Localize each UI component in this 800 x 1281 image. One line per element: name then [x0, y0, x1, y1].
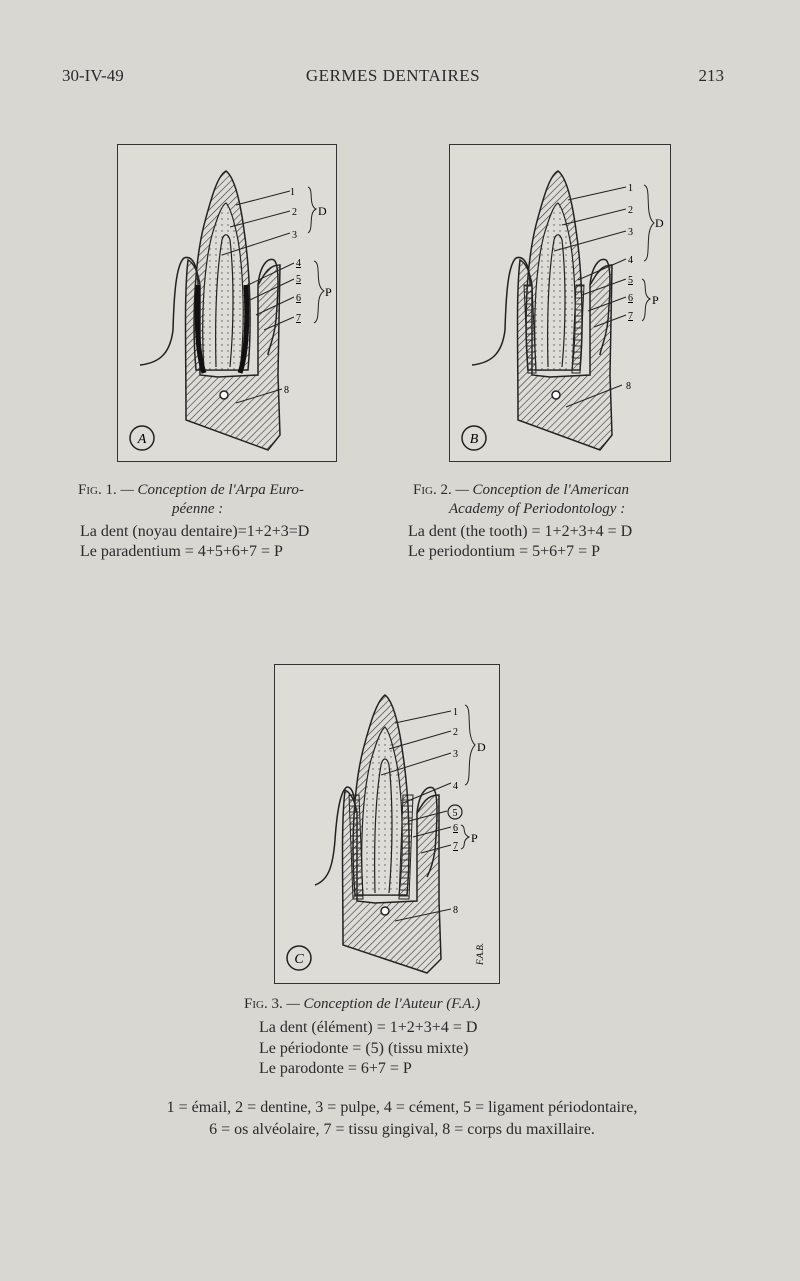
figure-a-caption: [78, 481, 378, 519]
figure-b-equation-2: Le periodontium = 5+6+7 = P: [408, 543, 601, 560]
figure-b-label-7: 7: [628, 311, 633, 322]
figure-b-label-5: 5: [628, 275, 633, 286]
figure-a-label-4: 4: [296, 258, 301, 269]
figure-c-equation-3: Le parodonte = 6+7 = P: [259, 1060, 412, 1077]
figure-a-label-3: 3: [292, 230, 297, 241]
figure-b-label-3: 3: [628, 227, 633, 238]
figure-a-caption-line2: péenne :: [172, 501, 224, 517]
figure-a: [117, 144, 337, 462]
figure-c-label-4: 4: [453, 781, 458, 792]
figure-b-label-6: 6: [628, 293, 633, 304]
figure-a-caption-line1: — Conception de l'Arpa Euro-: [120, 482, 304, 498]
figure-c-label-6: 6: [453, 823, 458, 834]
running-header: [62, 66, 724, 90]
figure-c-label-3: 3: [453, 749, 458, 760]
figure-a-brace-d: D: [318, 204, 327, 218]
figure-a-tooth: [194, 171, 250, 399]
figure-a-equation-2: Le paradentium = 4+5+6+7 = P: [80, 543, 283, 560]
figure-a-caption-prefix: Fig. 1.: [78, 482, 117, 498]
figure-c-drawing: [275, 665, 499, 983]
page-number: 213: [698, 66, 724, 85]
legend-line-1: 1 = émail, 2 = dentine, 3 = pulpe, 4 = cément, 5 = ligament périodontaire,: [166, 1099, 638, 1116]
figure-c-equation-2: Le périodonte = (5) (tissu mixte): [259, 1040, 469, 1057]
header-date: 30-IV-49: [62, 66, 124, 85]
figure-a-equation-1: La dent (noyau dentaire)=1+2+3=D: [80, 523, 310, 540]
figure-a-brace-p: P: [325, 285, 332, 299]
figure-c-brace-p: P: [471, 831, 478, 845]
figure-a-label-7: 7: [296, 313, 301, 324]
legend-line-2: 6 = os alvéolaire, 7 = tissu gingival, 8 = corps du maxillaire.: [209, 1121, 595, 1138]
figure-c-equation-1: La dent (élément) = 1+2+3+4 = D: [259, 1019, 478, 1036]
figure-b-caption: [413, 481, 733, 519]
figure-c-caption-text: — Conception de l'Auteur (F.A.): [286, 996, 481, 1012]
figure-c: [274, 664, 500, 984]
figure-a-label-6: 6: [296, 293, 301, 304]
figure-b-caption-line2: Academy of Periodontology :: [449, 501, 626, 517]
figure-b-drawing: [450, 145, 670, 461]
figure-b-tooth: [524, 171, 584, 399]
figure-b-equation-1: La dent (the tooth) = 1+2+3+4 = D: [408, 523, 633, 540]
figure-c-label-1: 1: [453, 707, 458, 718]
figure-b-letter: B: [469, 432, 479, 447]
figure-legend: [62, 1097, 742, 1141]
figure-b-caption-prefix: Fig. 2.: [413, 482, 452, 498]
figure-b-label-8: 8: [626, 381, 631, 392]
figure-b-label-4: 4: [628, 255, 633, 266]
figure-b-caption-line1: — Conception de l'American: [455, 482, 630, 498]
figure-c-label-8: 8: [453, 905, 458, 916]
figure-a-label-5: 5: [296, 274, 301, 285]
figure-a-label-8: 8: [284, 385, 289, 396]
figure-b-brace-d: D: [655, 216, 664, 230]
figure-c-tooth: [349, 695, 413, 915]
header-title: GERMES DENTAIRES: [305, 66, 481, 85]
figure-b-label-2: 2: [628, 205, 633, 216]
figure-a-letter: A: [137, 432, 147, 447]
figure-b-brace-p: P: [652, 293, 659, 307]
figure-c-signature: F.A.B.: [475, 942, 485, 965]
figure-c-letter: C: [294, 952, 304, 967]
figure-a-drawing: [118, 145, 336, 461]
figure-b: [449, 144, 671, 462]
figure-c-caption-prefix: Fig. 3.: [244, 996, 283, 1012]
figure-c-label-7: 7: [453, 841, 458, 852]
figure-c-caption: [244, 995, 564, 1014]
figure-c-brace-d: D: [477, 740, 486, 754]
figure-a-label-2: 2: [292, 207, 297, 218]
figure-b-label-1: 1: [628, 183, 633, 194]
figure-c-label-2: 2: [453, 727, 458, 738]
figure-a-label-1: 1: [290, 187, 295, 198]
figure-c-label-5: 5: [452, 808, 458, 819]
